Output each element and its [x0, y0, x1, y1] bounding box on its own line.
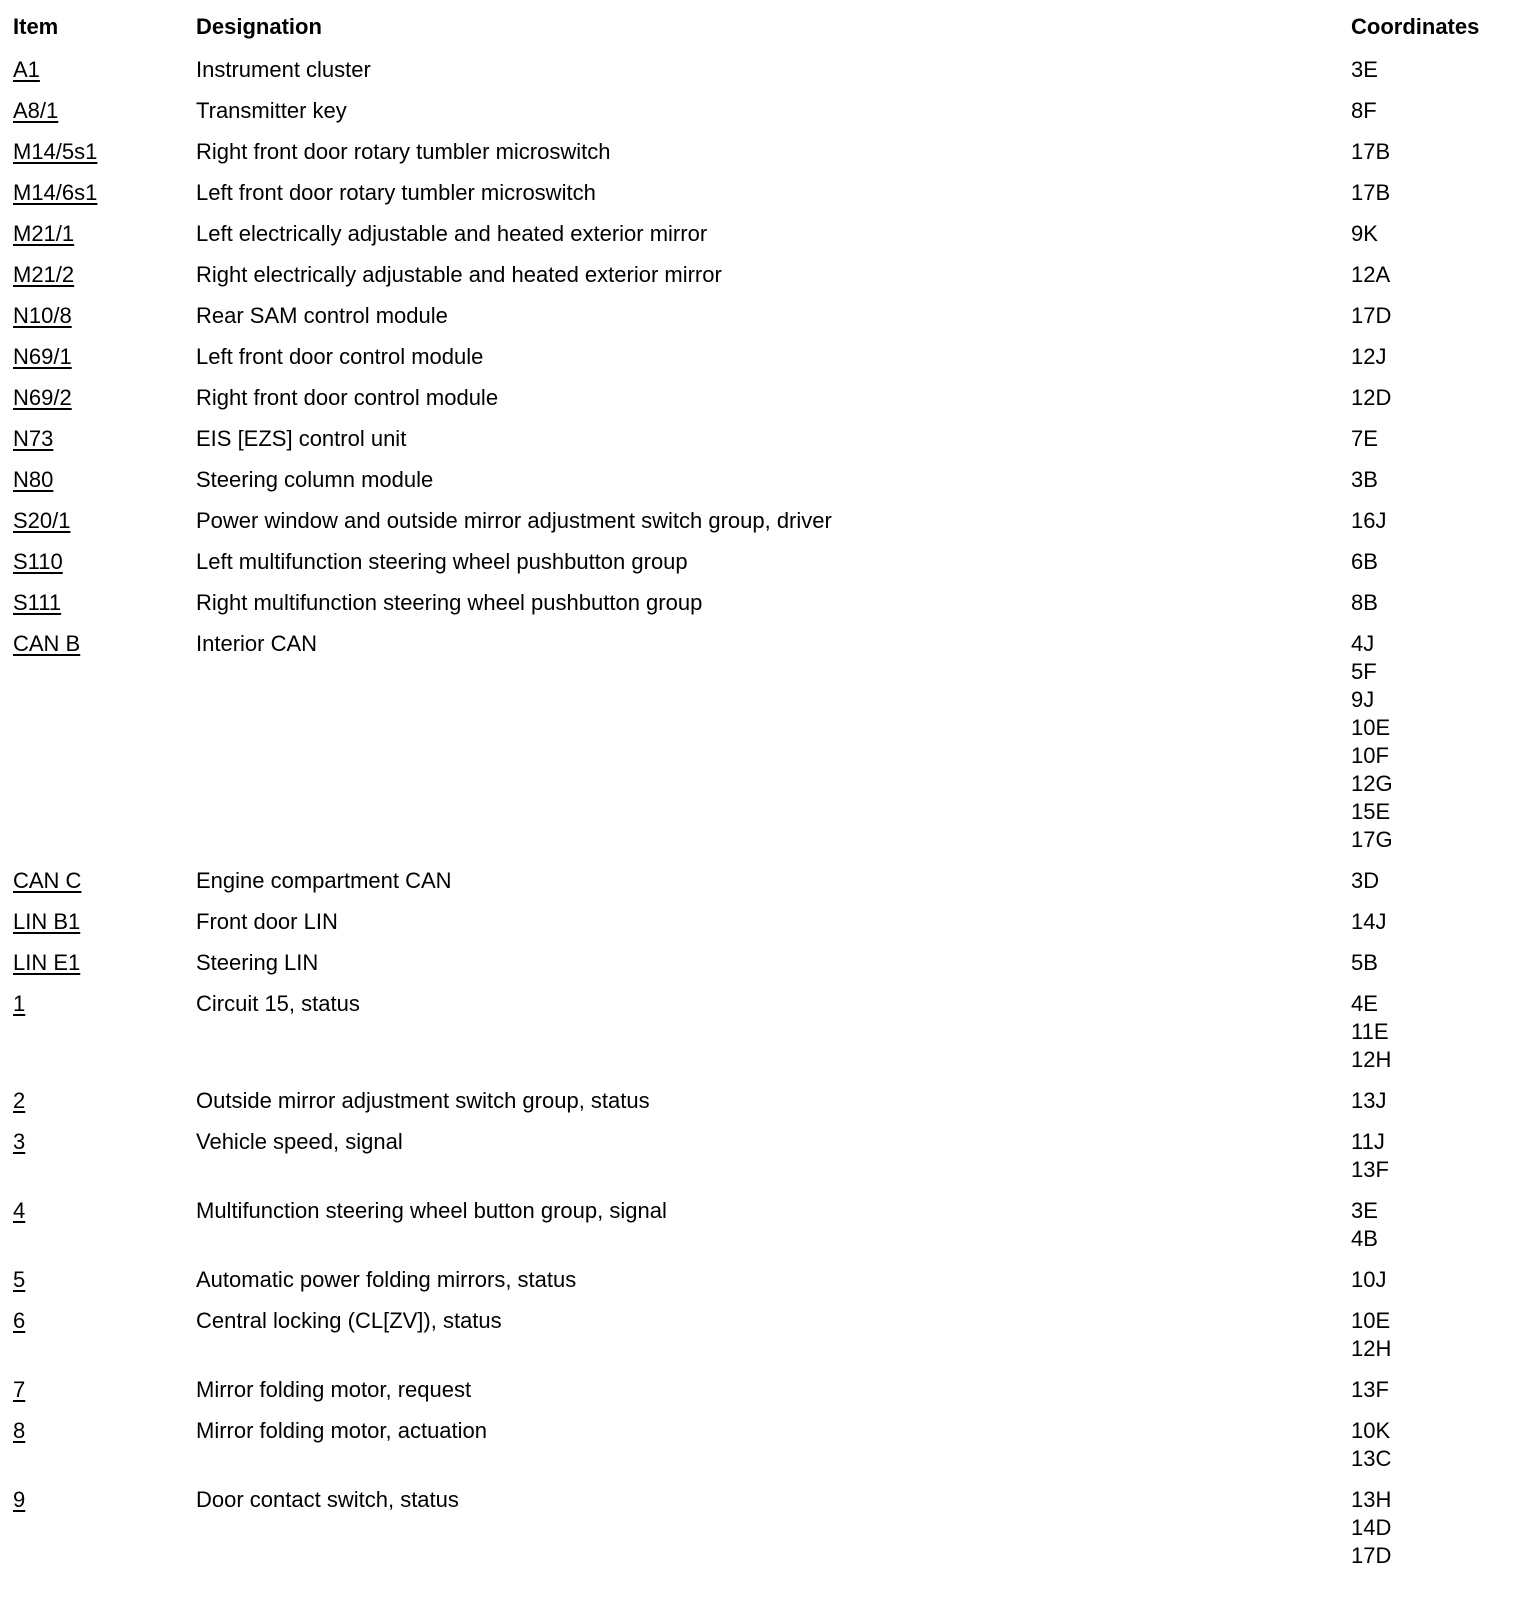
coordinates-cell [1351, 990, 1520, 1074]
table-row [0, 261, 1520, 289]
coordinate-value: 12D [1351, 385, 1392, 410]
table-row [0, 1376, 1520, 1404]
coordinate-value: 6B [1351, 549, 1378, 574]
coordinate-value: 10F [1351, 743, 1389, 768]
coordinates-cell [1351, 908, 1520, 936]
designation-text: Central locking (CL[ZV]), status [196, 1308, 502, 1333]
coordinate-value: 5F [1351, 659, 1377, 684]
coordinate-value: 17B [1351, 139, 1391, 164]
coordinates-cell [1351, 949, 1520, 977]
coordinates-cell [1351, 466, 1520, 494]
item-link[interactable]: M14/5s1 [13, 139, 98, 164]
designation-text: Front door LIN [196, 909, 338, 934]
coordinates-cell [1351, 1087, 1520, 1115]
designation-text: Steering LIN [196, 950, 319, 975]
coordinates-cell [1351, 1376, 1520, 1404]
designation-text: Steering column module [196, 467, 434, 492]
coordinates-cell [1351, 179, 1520, 207]
item-link[interactable]: A8/1 [13, 98, 59, 123]
designation-text: Engine compartment CAN [196, 868, 452, 893]
coordinate-value: 4B [1351, 1226, 1378, 1251]
coordinate-value: 12H [1351, 1336, 1392, 1361]
table-row [0, 138, 1520, 166]
coordinate-value: 12G [1351, 771, 1393, 796]
table-row [0, 908, 1520, 936]
coordinates-cell [1351, 507, 1520, 535]
coordinate-value: 17D [1351, 1543, 1392, 1568]
coordinate-value: 5B [1351, 950, 1378, 975]
table-row [0, 97, 1520, 125]
coordinate-value: 13F [1351, 1377, 1389, 1402]
coordinate-value: 7E [1351, 426, 1378, 451]
item-link[interactable]: M14/6s1 [13, 180, 98, 205]
coordinate-value: 8B [1351, 590, 1378, 615]
coordinate-value: 12A [1351, 262, 1391, 287]
header-item: Item [13, 14, 59, 39]
coordinate-value: 10J [1351, 1267, 1387, 1292]
table-body [0, 56, 1520, 1570]
coordinate-value: 12J [1351, 344, 1387, 369]
coordinates-cell [1351, 1197, 1520, 1253]
table-row [0, 384, 1520, 412]
designation-text: Mirror folding motor, request [196, 1377, 472, 1402]
coordinates-cell [1351, 138, 1520, 166]
coordinates-cell [1351, 343, 1520, 371]
table-row [0, 302, 1520, 330]
table-row [0, 343, 1520, 371]
item-link[interactable]: M21/2 [13, 262, 75, 287]
table-row [0, 466, 1520, 494]
item-link[interactable]: CAN B [13, 631, 81, 656]
coordinates-cell [1351, 97, 1520, 125]
table-row [0, 425, 1520, 453]
designation-text: Power window and outside mirror adjustment switch group, driver [196, 508, 832, 533]
coordinate-value: 4E [1351, 991, 1378, 1016]
designation-text: Vehicle speed, signal [196, 1129, 403, 1154]
table-row [0, 179, 1520, 207]
coordinate-value: 3E [1351, 1198, 1378, 1223]
table-row [0, 589, 1520, 617]
item-link[interactable]: 6 [13, 1308, 26, 1333]
item-link[interactable]: 7 [13, 1377, 26, 1402]
designation-text: Left multifunction steering wheel pushbutton group [196, 549, 688, 574]
item-link[interactable]: S110 [13, 549, 63, 574]
coordinates-cell [1351, 261, 1520, 289]
coordinates-cell [1351, 548, 1520, 576]
item-link[interactable]: CAN C [13, 868, 82, 893]
designation-text: Right multifunction steering wheel pushbutton group [196, 590, 703, 615]
coordinate-value: 10K [1351, 1418, 1391, 1443]
table-row [0, 990, 1520, 1074]
coordinates-cell [1351, 589, 1520, 617]
header-coordinates: Coordinates [1351, 14, 1480, 39]
item-link[interactable]: LIN E1 [13, 950, 81, 975]
table-row [0, 548, 1520, 576]
header-designation: Designation [196, 14, 322, 39]
coordinates-cell [1351, 220, 1520, 248]
coordinates-cell [1351, 1307, 1520, 1363]
coordinates-cell [1351, 630, 1520, 854]
coordinate-value: 10E [1351, 1308, 1391, 1333]
item-link[interactable]: 8 [13, 1418, 26, 1443]
coordinate-value: 16J [1351, 508, 1387, 533]
table-row [0, 1486, 1520, 1570]
table-row [0, 1307, 1520, 1363]
coordinates-cell [1351, 1486, 1520, 1570]
table-row [0, 1417, 1520, 1473]
coordinates-cell [1351, 1266, 1520, 1294]
coordinates-cell [1351, 867, 1520, 895]
coordinates-cell [1351, 425, 1520, 453]
coordinate-value: 14J [1351, 909, 1387, 934]
designation-text: Left electrically adjustable and heated exterior mirror [196, 221, 708, 246]
designation-text: Right front door control module [196, 385, 499, 410]
designation-text: EIS [EZS] control unit [196, 426, 407, 451]
table-row [0, 220, 1520, 248]
table-row [0, 949, 1520, 977]
coordinate-value: 11J [1351, 1129, 1385, 1154]
coordinate-value: 10E [1351, 715, 1391, 740]
table-row [0, 56, 1520, 84]
coordinate-value: 17B [1351, 180, 1391, 205]
designation-text: Rear SAM control module [196, 303, 448, 328]
coordinate-value: 8F [1351, 98, 1377, 123]
coordinate-value: 4J [1351, 631, 1375, 656]
coordinate-value: 3B [1351, 467, 1378, 492]
designation-text: Instrument cluster [196, 57, 371, 82]
coordinate-value: 17G [1351, 827, 1393, 852]
item-link[interactable]: 2 [13, 1088, 26, 1113]
coordinate-value: 11E [1351, 1019, 1389, 1044]
item-link[interactable]: N80 [13, 467, 54, 492]
coordinates-cell [1351, 384, 1520, 412]
item-link[interactable]: 5 [13, 1267, 26, 1292]
designation-text: Right front door rotary tumbler microswitch [196, 139, 611, 164]
item-link[interactable]: M21/1 [13, 221, 75, 246]
coordinates-cell [1351, 1417, 1520, 1473]
item-link[interactable]: N10/8 [13, 303, 72, 328]
item-link[interactable]: 3 [13, 1129, 26, 1154]
table-row [0, 507, 1520, 535]
designation-text: Interior CAN [196, 631, 318, 656]
coordinate-value: 17D [1351, 303, 1392, 328]
table-row [0, 1197, 1520, 1253]
designation-text: Multifunction steering wheel button group, signal [196, 1198, 667, 1223]
coordinate-value: 13H [1351, 1487, 1392, 1512]
coordinate-value: 3E [1351, 57, 1378, 82]
designation-text: Left front door control module [196, 344, 484, 369]
item-link[interactable]: 9 [13, 1487, 26, 1512]
designation-text: Outside mirror adjustment switch group, status [196, 1088, 650, 1113]
table-header [0, 13, 1520, 41]
coordinate-value: 9K [1351, 221, 1378, 246]
item-link[interactable]: N73 [13, 426, 54, 451]
coordinates-cell [1351, 56, 1520, 84]
designation-text: Right electrically adjustable and heated exterior mirror [196, 262, 722, 287]
designation-text: Left front door rotary tumbler microswitch [196, 180, 596, 205]
coordinate-value: 15E [1351, 799, 1391, 824]
designation-text: Door contact switch, status [196, 1487, 459, 1512]
item-link[interactable]: N69/1 [13, 344, 72, 369]
designation-text: Automatic power folding mirrors, status [196, 1267, 577, 1292]
coordinate-value: 13C [1351, 1446, 1392, 1471]
item-link[interactable]: S111 [13, 590, 62, 615]
table-row [0, 1266, 1520, 1294]
coordinates-cell [1351, 1128, 1520, 1184]
coordinate-value: 14D [1351, 1515, 1392, 1540]
table-row [0, 1128, 1520, 1184]
coordinate-value: 3D [1351, 868, 1380, 893]
designation-text: Circuit 15, status [196, 991, 360, 1016]
item-link[interactable]: S20/1 [13, 508, 71, 533]
coordinates-cell [1351, 302, 1520, 330]
item-link[interactable]: N69/2 [13, 385, 72, 410]
table-row [0, 1087, 1520, 1115]
item-link[interactable]: LIN B1 [13, 909, 81, 934]
coordinate-value: 13J [1351, 1088, 1387, 1113]
coordinate-value: 12H [1351, 1047, 1392, 1072]
designation-text: Transmitter key [196, 98, 347, 123]
item-link[interactable]: A1 [13, 57, 40, 82]
item-link[interactable]: 4 [13, 1198, 26, 1223]
designation-text: Mirror folding motor, actuation [196, 1418, 488, 1443]
table-row [0, 630, 1520, 854]
coordinate-value: 13F [1351, 1157, 1389, 1182]
coordinate-value: 9J [1351, 687, 1375, 712]
item-link[interactable]: 1 [13, 991, 26, 1016]
table-row [0, 867, 1520, 895]
